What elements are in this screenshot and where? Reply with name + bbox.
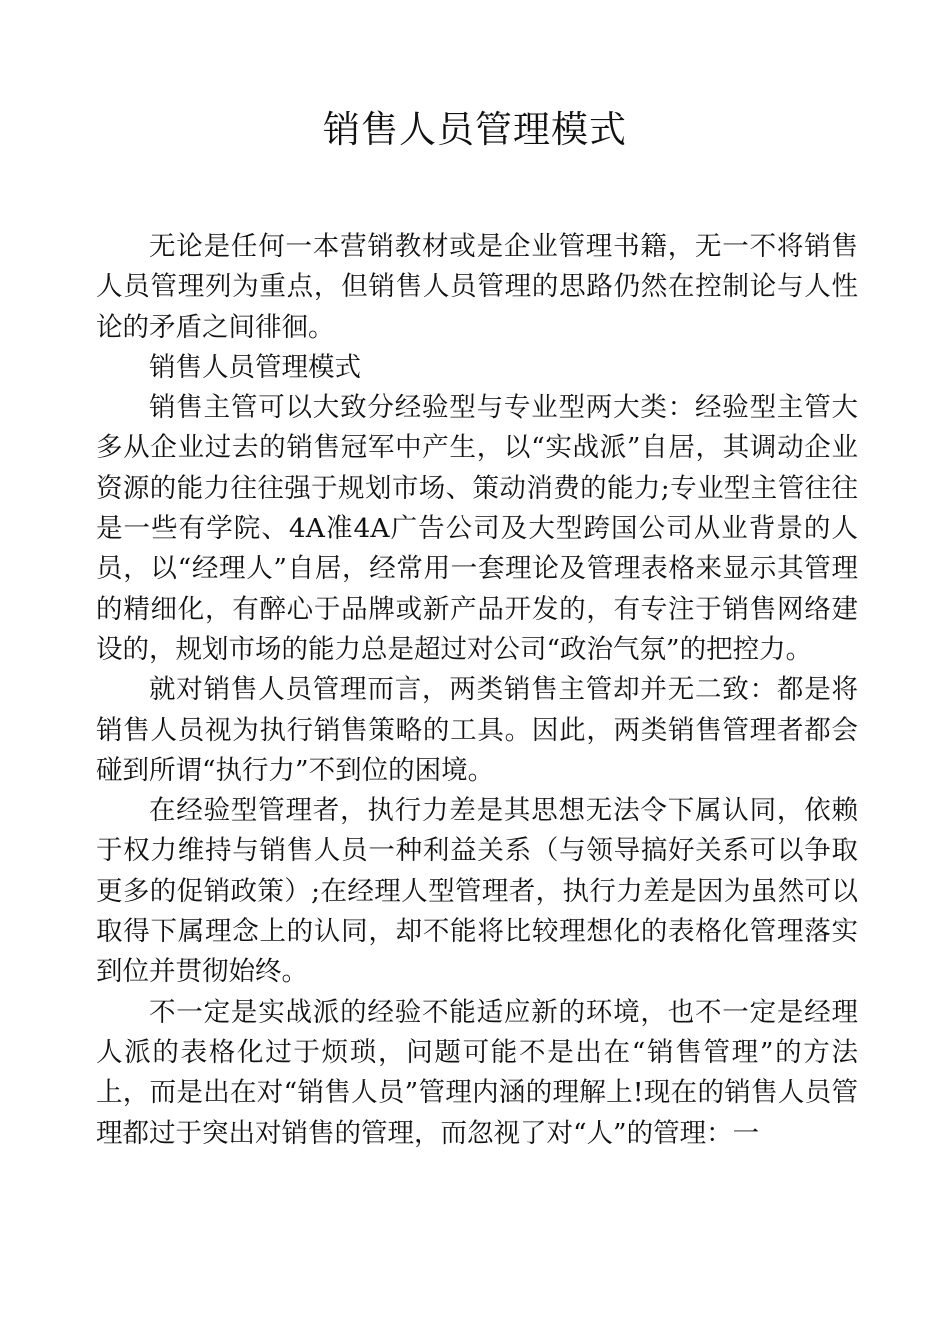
paragraph-section-heading: 销售人员管理模式 bbox=[149, 351, 361, 383]
paragraph-intro: 无论是任何一本营销教材或是企业管理书籍，无一不将销售人员管理列为重点，但销售人员管理的思路仍然在控制论与人性论的矛盾之间徘徊。 bbox=[96, 231, 858, 343]
document-title: 销售人员管理模式 bbox=[323, 108, 627, 151]
paragraph-execution-causes: 在经验型管理者，执行力差是其思想无法令下属认同，依赖于权力维持与销售人员一种利益关系（与领导搞好关系可以争取更多的促销政策）;在经理人型管理者，执行力差是因为虽然可以取得下属理念上的认同，却不能将比较理想化的表格化管理落实到位并贯彻始终。 bbox=[96, 795, 858, 988]
paragraph-management-focus: 不一定是实战派的经验不能适应新的环境，也不一定是经理人派的表格化过于烦琐，问题可能不是出在“销售管理”的方法上，而是出在对“销售人员”管理内涵的理解上!现在的销售人员管理都过于突出对销售的管理，而忽视了对“人”的管理：一 bbox=[96, 996, 858, 1149]
paragraph-manager-types: 销售主管可以大致分经验型与专业型两大类：经验型主管大多从企业过去的销售冠军中产生，以“实战派”自居，其调动企业资源的能力往往强于规划市场、策动消费的能力;专业型主管往往是一些有学院、4A准4A广告公司及大型跨国公司从业背景的人员，以“经理人”自居，经常用一套理论及管理表格来显示其管理的精细化，有醉心于品牌或新产品开发的，有专注于销售网络建设的，规划市场的能力总是超过对公司“政治气氛”的把控力。 bbox=[96, 392, 858, 665]
paragraph-execution: 就对销售人员管理而言，两类销售主管却并无二致：都是将销售人员视为执行销售策略的工具。因此，两类销售管理者都会碰到所谓“执行力”不到位的困境。 bbox=[96, 674, 858, 786]
document-body bbox=[96, 227, 858, 1154]
